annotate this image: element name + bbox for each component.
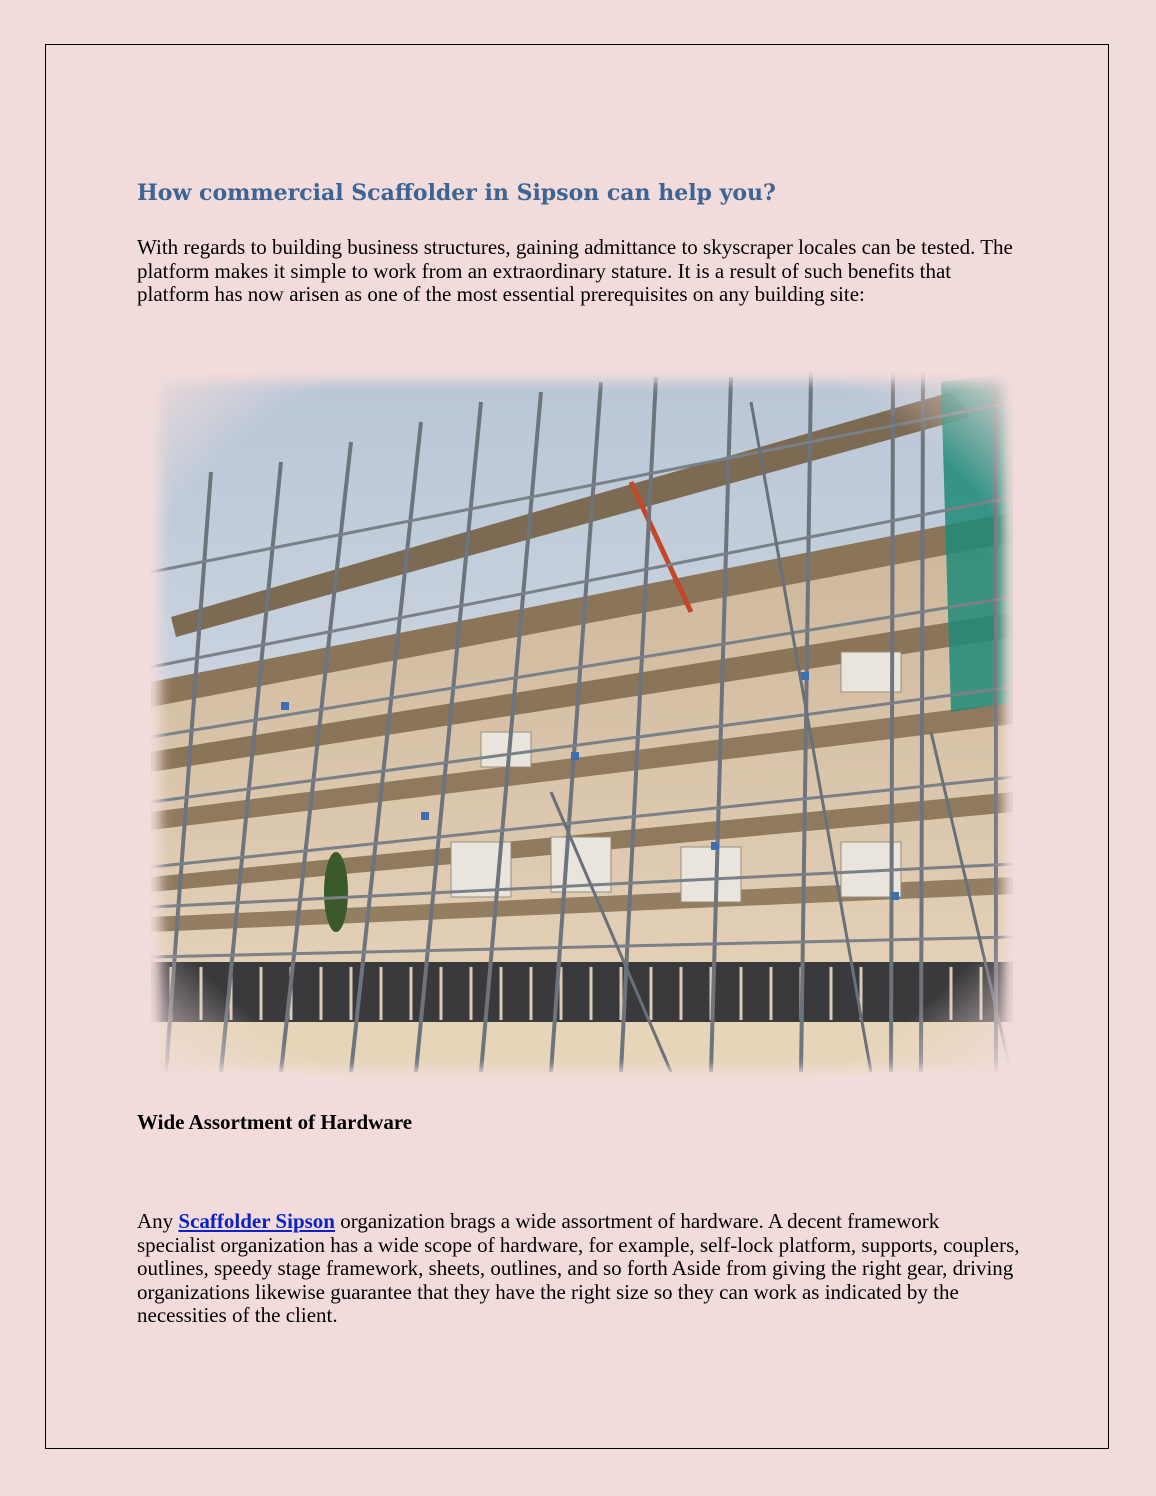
intro-paragraph: With regards to building business structures, gaining admittance to skyscraper locales can be tested. The platform makes it simple to work from an extraordinary stature. It is a result of such benefits that platform has now arisen as one of the most essential prerequisites on any building site: [137, 235, 1013, 306]
scaffolder-sipson-link[interactable]: Scaffolder Sipson [178, 1209, 335, 1233]
section-paragraph [137, 1210, 1022, 1328]
page-title: How commercial Scaffolder in Sipson can help you? [137, 180, 776, 206]
para-text-before-link: Any [137, 1209, 179, 1233]
scaffolding-photo [151, 372, 1013, 1078]
para-text-after-link: organization brags a wide assortment of hardware. A decent framework specialist organization has a wide scope of hardware, for example, self-lock platform, supports, couplers, outlines, speedy stage framework, sheets, outlines, and so forth Aside from giving the right gear, driving organizations likewise guarantee that they have the right size so they can work as indicated by the necessities of the client. [137, 1209, 1020, 1327]
section-title: Wide Assortment of Hardware [137, 1110, 413, 1134]
